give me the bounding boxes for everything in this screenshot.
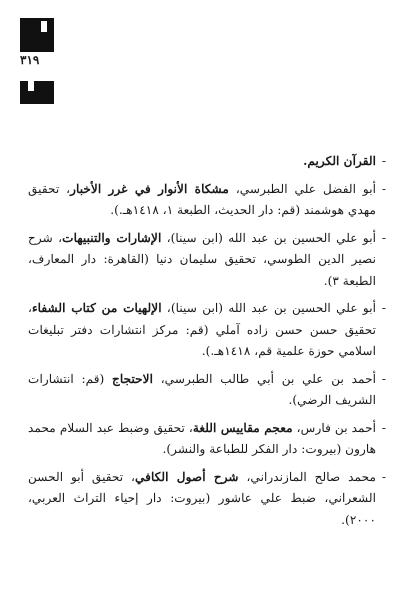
reference-details: (قم: انتشارات الشريف الرضي). xyxy=(28,371,376,407)
reference-title: الإلهيات من كتاب الشفاء xyxy=(31,301,162,315)
reference-entry: - أبو علي الحسين بن عبد الله (ابن سينا)، الإلهيات من كتاب الشفاء، تحقيق حسن حسن زاده آملي (قم: مركز انتشارات دفتر تبليغات اسلامي حوزة علمية قم، ١٤١٨هـ.). xyxy=(28,301,386,358)
reference-author: محمد صالح المازندراني، xyxy=(238,469,376,484)
reference-title: معجم مقاييس اللغة xyxy=(192,420,293,435)
reference-entry: - أحمد بن فارس، معجم مقاييس اللغة، تحقيق وضبط عبد السلام محمد هارون (بيروت: دار الفكر للطباعة والنشر). xyxy=(28,420,386,456)
reference-author: أحمد بن علي بن أبي طالب الطبرسي، xyxy=(153,371,376,386)
reference-author: أبو علي الحسين بن عبد الله (ابن سينا)، xyxy=(161,301,376,315)
reference-title: مشكاة الأنوار في غرر الأخبار xyxy=(70,181,229,196)
reference-author: أحمد بن فارس، xyxy=(292,420,377,435)
reference-details: ، تحقيق حسن حسن زاده آملي (قم: مركز انتشارات دفتر تبليغات اسلامي حوزة علمية قم، ١٤١٨هـ.). xyxy=(28,301,376,358)
reference-title: القرآن الكريم. xyxy=(303,154,376,168)
reference-entry: - القرآن الكريم. xyxy=(303,154,386,168)
reference-details: ، تحقيق وضبط عبد السلام محمد هارون (بيروت: دار الفكر للطباعة والنشر). xyxy=(28,420,376,456)
reference-entry: - محمد صالح المازندراني، شرح أصول الكافي، تحقيق أبو الحسن الشعراني، ضبط علي عاشور (بيروت: دار إحياء التراث العربي، ٢٠٠٠). xyxy=(28,469,386,527)
reference-title: الإشارات والتنبيهات xyxy=(62,230,162,245)
reference-title: الاحتجاج xyxy=(112,371,154,386)
reference-details: ، شرح نصير الدين الطوسي، تحقيق سليمان دنيا (القاهرة: دار المعارف، الطبعة ٣). xyxy=(28,230,376,288)
page-marker-bottom xyxy=(20,81,54,104)
reference-details: ، تحقيق أبو الحسن الشعراني، ضبط علي عاشور (بيروت: دار إحياء التراث العربي، ٢٠٠٠). xyxy=(28,469,376,527)
reference-author: أبو الفضل علي الطبرسي، xyxy=(228,181,376,196)
reference-author: أبو علي الحسين بن عبد الله (ابن سينا)، xyxy=(161,230,376,245)
reference-entry: - أبو الفضل علي الطبرسي، مشكاة الأنوار في غرر الأخبار، تحقيق مهدي هوشمند (قم: دار الحديث، الطبعة ١، ١٤١٨هـ.). xyxy=(28,181,386,217)
page-marker-top xyxy=(20,18,54,52)
reference-title: شرح أصول الكافي xyxy=(134,469,239,484)
reference-entry: - أبو علي الحسين بن عبد الله (ابن سينا)، الإشارات والتنبيهات، شرح نصير الدين الطوسي، تحقيق سليمان دنيا (القاهرة: دار المعارف، الطبعة ٣). xyxy=(28,230,386,288)
page-number: ٣١٩ xyxy=(20,53,40,67)
reference-details: ، تحقيق مهدي هوشمند (قم: دار الحديث، الطبعة ١، ١٤١٨هـ.). xyxy=(28,181,376,217)
references-list xyxy=(28,151,386,537)
reference-entry: - أحمد بن علي بن أبي طالب الطبرسي، الاحتجاج (قم: انتشارات الشريف الرضي). xyxy=(28,371,386,407)
